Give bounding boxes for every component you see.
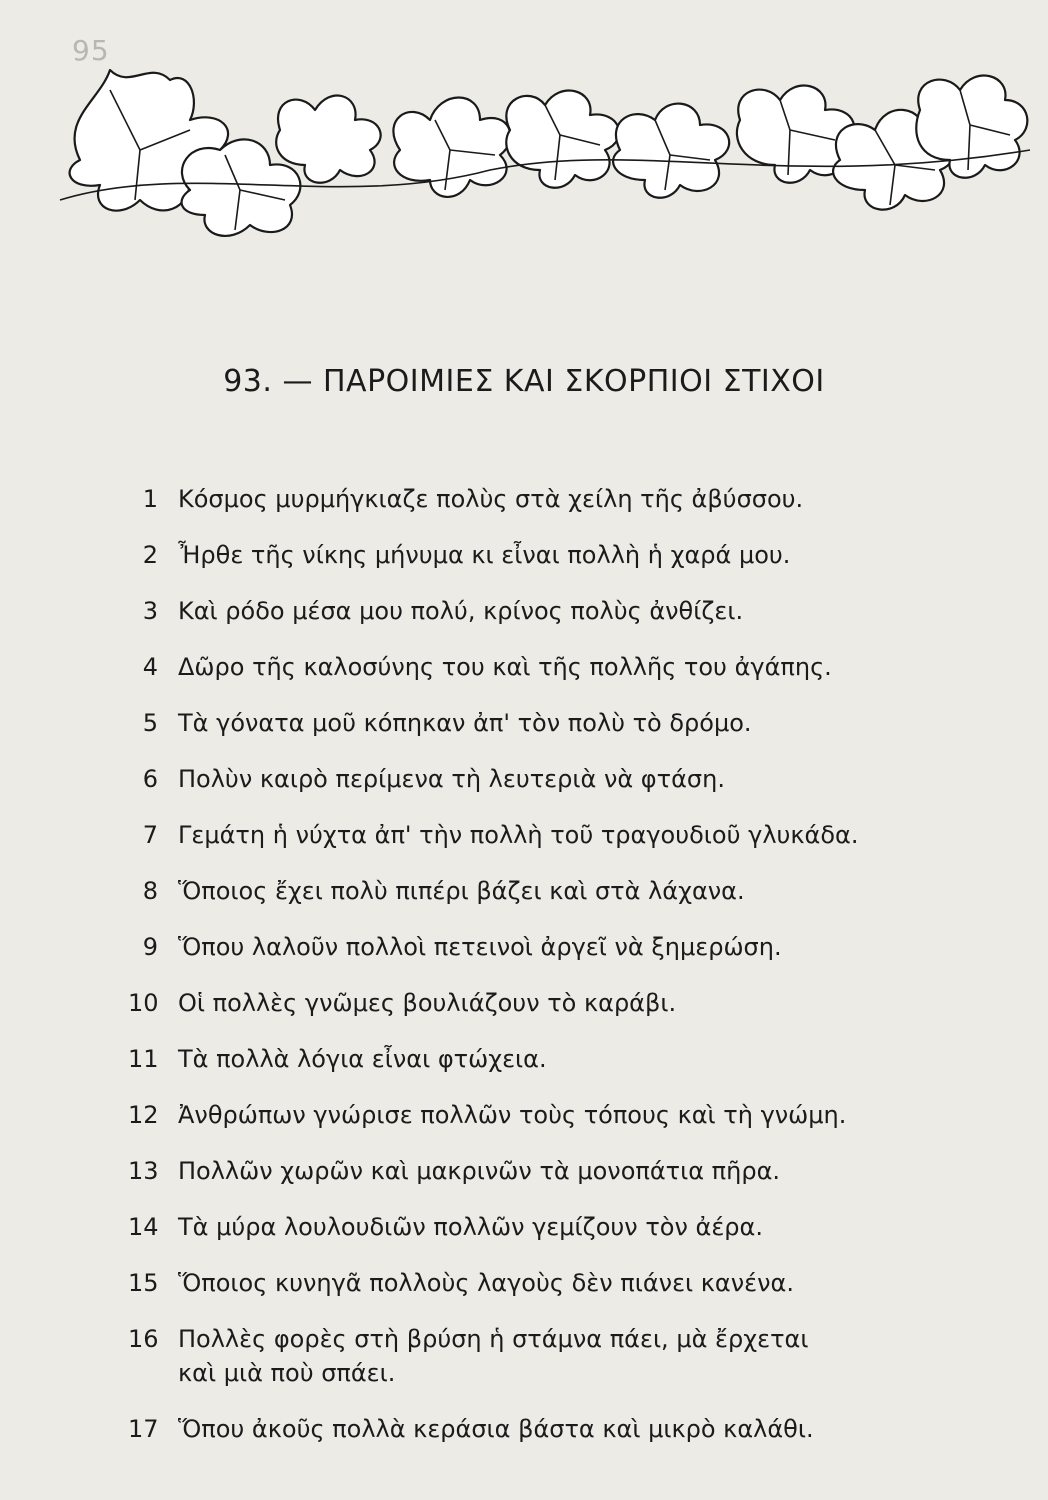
verse-number: 4 (142, 653, 158, 681)
verse-text: Τὰ γόνατα μοῦ κόπηκαν ἀπ' τὸν πολὺ τὸ δρόμο. (178, 709, 752, 737)
verse-text: Γεμάτη ἡ νύχτα ἀπ' τὴν πολλὴ τοῦ τραγουδιοῦ γλυκάδα. (178, 821, 859, 849)
verse-number: 17 (128, 1415, 159, 1443)
grape-leaf-garland-icon (40, 40, 1040, 250)
page-number: 95 (72, 34, 110, 67)
verse-text: Κόσμος μυρμήγκιαζε πολὺς στὰ χείλη τῆς ἀβύσσου. (178, 485, 804, 513)
verse-text: Πολὺν καιρὸ περίμενα τὴ λευτεριὰ νὰ φτάση. (178, 765, 725, 793)
chapter-title: 93. — ΠΑΡΟΙΜΙΕΣ ΚΑΙ ΣΚΟΡΠΙΟΙ ΣΤΙΧΟΙ (223, 364, 825, 399)
verse-text: Ὅποιος κυνηγᾶ πολλοὺς λαγοὺς δὲν πιάνει κανένα. (178, 1269, 794, 1297)
verse-number: 11 (128, 1045, 159, 1073)
verse-text: Τὰ πολλὰ λόγια εἶναι φτώχεια. (178, 1045, 547, 1073)
verse-text: Ὅπου ἀκοῦς πολλὰ κεράσια βάστα καὶ μικρὸ καλάθι. (178, 1415, 814, 1443)
verse-number: 5 (142, 709, 158, 737)
verse-text: Δῶρο τῆς καλοσύνης του καὶ τῆς πολλῆς του ἀγάπης. (178, 653, 832, 681)
verse-text: καὶ μιὰ ποὺ σπάει. (178, 1359, 396, 1387)
verse-number: 1 (142, 485, 158, 513)
verse-number: 9 (142, 933, 158, 961)
verse-number: 3 (142, 597, 158, 625)
verse-text: Ἦρθε τῆς νίκης μήνυμα κι εἶναι πολλὴ ἡ χαρά μου. (178, 541, 791, 569)
verse-number: 16 (128, 1325, 159, 1353)
verse-text: Ἀνθρώπων γνώρισε πολλῶν τοὺς τόπους καὶ τὴ γνώμη. (178, 1101, 847, 1129)
verse-number: 7 (142, 821, 158, 849)
verse-number: 12 (128, 1101, 159, 1129)
verse-number: 14 (128, 1213, 159, 1241)
verse-text: Τὰ μύρα λουλουδιῶν πολλῶν γεμίζουν τὸν ἀέρα. (178, 1213, 763, 1241)
verse-number: 13 (128, 1157, 159, 1185)
verse-text: Ὅποιος ἔχει πολὺ πιπέρι βάζει καὶ στὰ λάχανα. (178, 877, 745, 905)
verse-text: Οἱ πολλὲς γνῶμες βουλιάζουν τὸ καράβι. (178, 989, 677, 1017)
verse-number: 10 (128, 989, 159, 1017)
verse-number: 6 (142, 765, 158, 793)
verse-text: Πολλὲς φορὲς στὴ βρύση ἡ στάμνα πάει, μὰ ἔρχεται (178, 1325, 809, 1353)
verse-text: Ὅπου λαλοῦν πολλοὶ πετεινοὶ ἀργεῖ νὰ ξημερώση. (178, 933, 782, 961)
verse-number: 15 (128, 1269, 159, 1297)
verse-number: 8 (142, 877, 158, 905)
verse-text: Καὶ ρόδο μέσα μου πολύ, κρίνος πολὺς ἀνθίζει. (178, 597, 744, 625)
verse-text: Πολλῶν χωρῶν καὶ μακρινῶν τὰ μονοπάτια πῆρα. (178, 1157, 781, 1185)
verse-number: 2 (142, 541, 158, 569)
